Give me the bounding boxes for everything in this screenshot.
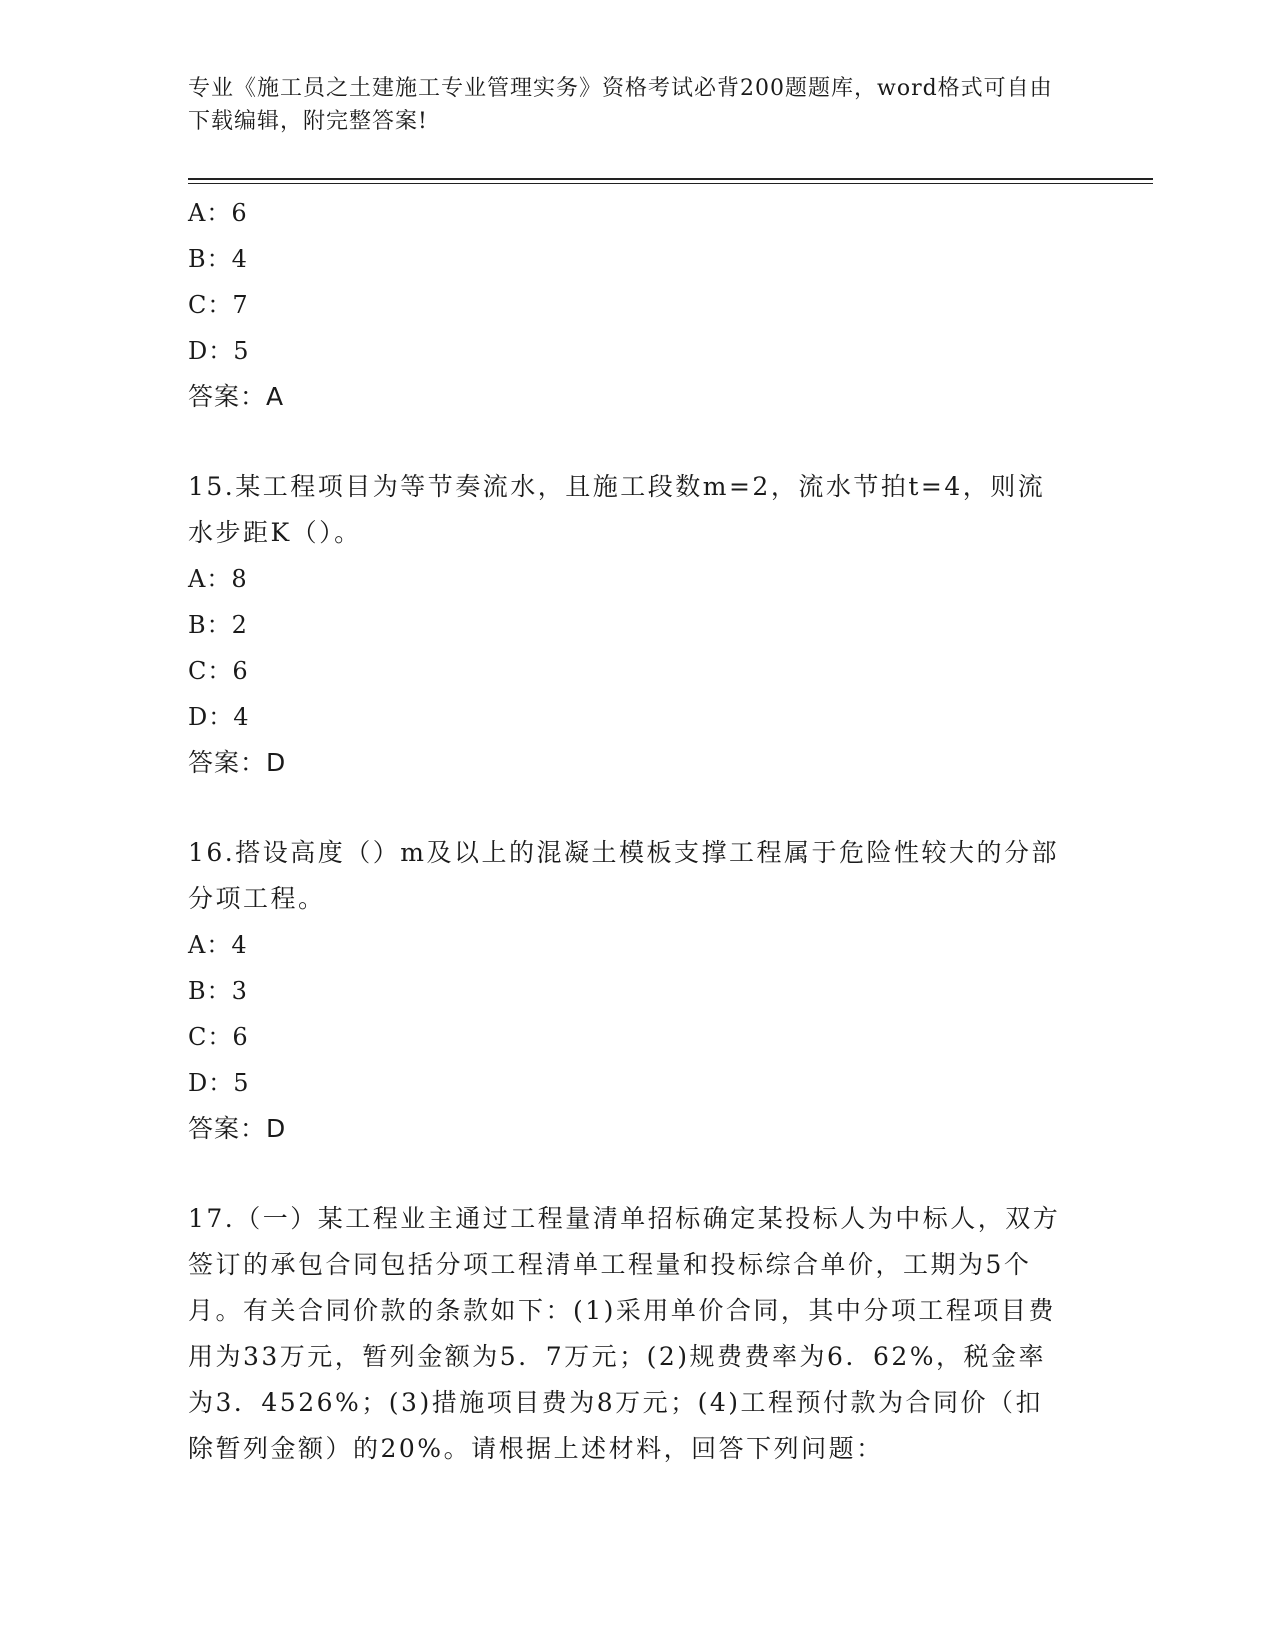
question-block-16 xyxy=(188,830,1068,1152)
question-list xyxy=(188,190,1068,1472)
option-c: C：7 xyxy=(188,291,249,319)
question-text: 17.（一）某工程业主通过工程量清单招标确定某投标人为中标人，双方签订的承包合同包括分项工程清单工程量和投标综合单价，工期为5个月。有关合同价款的条款如下：(1)采用单价合同，其中分项工程项目费用为33万元，暂列金额为5．7万元；(2)规费费率为6．62%，税金率为3．4526%；(3)措施项目费为8万元；(4)工程预付款为合同价（扣除暂列金额）的20%。请根据上述材料，回答下列问题： xyxy=(188,1204,1061,1463)
header-rule-thick xyxy=(188,178,1153,180)
question-block-17 xyxy=(188,1196,1068,1472)
document-header: 专业《施工员之土建施工专业管理实务》资格考试必背200题题库，word格式可自由下载编辑，附完整答案! xyxy=(188,76,1053,134)
spacer xyxy=(188,1152,1068,1196)
option-b: B：3 xyxy=(188,977,248,1005)
option-c: C：6 xyxy=(188,1023,249,1051)
option-a: A：8 xyxy=(188,565,248,593)
question-block-15 xyxy=(188,464,1068,786)
option-a: A：4 xyxy=(188,931,248,959)
option-b: B：2 xyxy=(188,611,248,639)
option-d: D：5 xyxy=(188,1069,250,1097)
option-b: B：4 xyxy=(188,245,248,273)
answer: 答案：D xyxy=(188,1114,287,1143)
question-text: 15.某工程项目为等节奏流水，且施工段数m=2，流水节拍t=4，则流水步距K（）。 xyxy=(188,472,1046,547)
question-block-14 xyxy=(188,190,1068,420)
header-rule-thin xyxy=(188,183,1153,184)
answer: 答案：A xyxy=(188,382,285,411)
answer: 答案：D xyxy=(188,748,287,777)
option-d: D：4 xyxy=(188,703,250,731)
spacer xyxy=(188,420,1068,464)
option-c: C：6 xyxy=(188,657,249,685)
spacer xyxy=(188,786,1068,830)
question-text: 16.搭设高度（）m及以上的混凝土模板支撑工程属于危险性较大的分部分项工程。 xyxy=(188,838,1059,913)
option-d: D：5 xyxy=(188,337,250,365)
option-a: A：6 xyxy=(188,199,248,227)
